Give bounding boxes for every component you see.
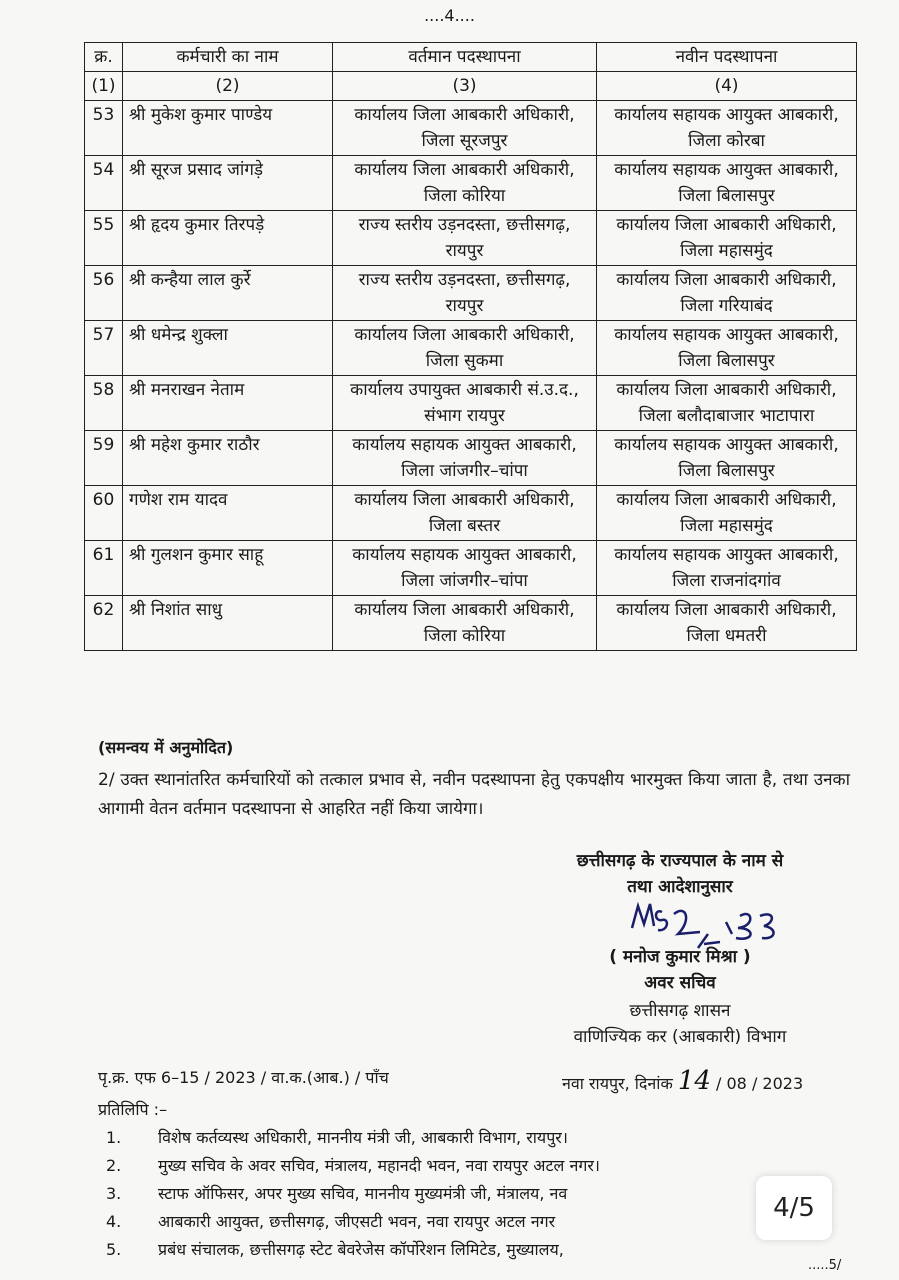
copy-to-item-text: विशेष कर्तव्यस्थ अधिकारी, माननीय मंत्री जी, आबकारी विभाग, रायपुर।: [158, 1128, 568, 1147]
date-rest: / 08 / 2023: [716, 1074, 804, 1093]
cell-sn: 55: [85, 211, 123, 266]
cell-new-posting: कार्यालय जिला आबकारी अधिकारी, जिला महासमुंद: [597, 211, 857, 266]
signatory-department: वाणिज्यिक कर (आबकारी) विभाग: [573, 1027, 787, 1047]
cell-new-posting: कार्यालय जिला आबकारी अधिकारी, जिला महासमुंद: [597, 486, 857, 541]
cell-employee-name: श्री हृदय कुमार तिरपड़े: [123, 211, 333, 266]
copy-to-title: प्रतिलिपि :–: [98, 1100, 168, 1119]
page-indicator-badge[interactable]: 4/5: [756, 1176, 832, 1240]
copy-to-item-number: 3.: [106, 1184, 122, 1203]
table-header-row: [85, 43, 857, 72]
header-sn: क्र.: [85, 43, 123, 72]
signatory-name: ( मनोज कुमार मिश्रा ): [609, 947, 751, 967]
cell-sn: 58: [85, 376, 123, 431]
cell-new-posting: कार्यालय जिला आबकारी अधिकारी, जिला बलौदाबाजार भाटापारा: [597, 376, 857, 431]
cell-employee-name: श्री धमेन्द्र शुक्ला: [123, 321, 333, 376]
copy-to-item-number: 5.: [106, 1240, 122, 1259]
cell-sn: 54: [85, 156, 123, 211]
paragraph-2: 2/ उक्त स्थानांतरित कर्मचारियों को तत्काल प्रभाव से, नवीन पदस्थापना हेतु एकपक्षीय भारमुक्त किया जाता है, तथा उनका आगामी वेतन वर्तमान पदस्थापना से आहरित नहीं किया जायेगा।: [98, 770, 850, 819]
cell-current-posting: राज्य स्तरीय उड़नदस्ता, छत्तीसगढ़, रायपुर: [333, 211, 597, 266]
cell-new-posting: कार्यालय सहायक आयुक्त आबकारी, जिला बिलासपुर: [597, 321, 857, 376]
table-row: [85, 266, 857, 321]
column-number: (4): [597, 72, 857, 101]
table-row: [85, 596, 857, 651]
cell-new-posting: कार्यालय सहायक आयुक्त आबकारी, जिला बिलासपुर: [597, 156, 857, 211]
signatory-office: छत्तीसगढ़ शासन: [629, 1001, 731, 1021]
table-row: [85, 101, 857, 156]
table-row: [85, 431, 857, 486]
copy-to-item-number: 2.: [106, 1156, 122, 1175]
signature-line-2: तथा आदेशानुसार: [627, 877, 733, 897]
cell-new-posting: कार्यालय जिला आबकारी अधिकारी, जिला गरियाबंद: [597, 266, 857, 321]
cell-new-posting: कार्यालय जिला आबकारी अधिकारी, जिला धमतरी: [597, 596, 857, 651]
copy-to-item-text: मुख्य सचिव के अवर सचिव, मंत्रालय, महानदी भवन, नवा रायपुर अटल नगर।: [158, 1156, 600, 1175]
cell-employee-name: श्री मनराखन नेताम: [123, 376, 333, 431]
cell-current-posting: कार्यालय जिला आबकारी अधिकारी, जिला बस्तर: [333, 486, 597, 541]
cell-sn: 53: [85, 101, 123, 156]
cell-current-posting: कार्यालय सहायक आयुक्त आबकारी, जिला जांजगीर–चांपा: [333, 431, 597, 486]
table-row: [85, 321, 857, 376]
column-number-row: [85, 72, 857, 101]
cell-sn: 59: [85, 431, 123, 486]
cell-current-posting: कार्यालय जिला आबकारी अधिकारी, जिला कोरिया: [333, 596, 597, 651]
header-new-posting: नवीन पदस्थापना: [597, 43, 857, 72]
date-prefix: नवा रायपुर, दिनांक: [562, 1074, 673, 1093]
column-number: (3): [333, 72, 597, 101]
cell-new-posting: कार्यालय सहायक आयुक्त आबकारी, जिला राजनांदगांव: [597, 541, 857, 596]
table-row: [85, 211, 857, 266]
cell-employee-name: श्री गुलशन कुमार साहू: [123, 541, 333, 596]
header-employee-name: कर्मचारी का नाम: [123, 43, 333, 72]
cell-current-posting: राज्य स्तरीय उड़नदस्ता, छत्तीसगढ़, रायपुर: [333, 266, 597, 321]
column-number: (1): [85, 72, 123, 101]
cell-employee-name: गणेश राम यादव: [123, 486, 333, 541]
cell-sn: 56: [85, 266, 123, 321]
copy-to-item: [106, 1154, 756, 1176]
copy-to-item-text: प्रबंध संचालक, छत्तीसगढ़ स्टेट बेवरेजेस कॉर्पोरेशन लिमिटेड, मुख्यालय,: [158, 1240, 564, 1259]
cell-employee-name: श्री मुकेश कुमार पाण्डेय: [123, 101, 333, 156]
next-page-marker: .....5/: [808, 1258, 842, 1273]
cell-new-posting: कार्यालय सहायक आयुक्त आबकारी, जिला कोरबा: [597, 101, 857, 156]
copy-to-item-number: 1.: [106, 1128, 122, 1147]
table-row: [85, 541, 857, 596]
cell-sn: 60: [85, 486, 123, 541]
cell-employee-name: श्री महेश कुमार राठौर: [123, 431, 333, 486]
cell-sn: 57: [85, 321, 123, 376]
table-row: [85, 156, 857, 211]
copy-to-item: [106, 1182, 756, 1204]
transfer-table: [84, 42, 857, 651]
cell-current-posting: कार्यालय उपायुक्त आबकारी सं.उ.द., संभाग रायपुर: [333, 376, 597, 431]
page-number: ....4....: [424, 6, 475, 25]
copy-to-item: [106, 1210, 756, 1232]
reference-number: पृ.क्र. एफ 6–15 / 2023 / वा.क.(आब.) / पाँच: [98, 1068, 389, 1087]
column-number: (2): [123, 72, 333, 101]
copy-to-item-text: आबकारी आयुक्त, छत्तीसगढ़, जीएसटी भवन, नवा रायपुर अटल नगर: [158, 1212, 556, 1231]
cell-employee-name: श्री कन्हैया लाल कुर्रे: [123, 266, 333, 321]
signature-line-1: छत्तीसगढ़ के राज्यपाल के नाम से: [576, 851, 784, 871]
cell-sn: 61: [85, 541, 123, 596]
approval-note: (समन्वय में अनुमोदित): [98, 738, 234, 757]
cell-new-posting: कार्यालय सहायक आयुक्त आबकारी, जिला बिलासपुर: [597, 431, 857, 486]
handwritten-day: 14: [677, 1066, 711, 1096]
table-row: [85, 486, 857, 541]
cell-current-posting: कार्यालय जिला आबकारी अधिकारी, जिला सुकमा: [333, 321, 597, 376]
copy-to-item-text: स्टाफ ऑफिसर, अपर मुख्य सचिव, माननीय मुख्यमंत्री जी, मंत्रालय, नव: [158, 1184, 568, 1203]
copy-to-item-number: 4.: [106, 1212, 122, 1231]
cell-current-posting: कार्यालय सहायक आयुक्त आबकारी, जिला जांजगीर–चांपा: [333, 541, 597, 596]
header-current-posting: वर्तमान पदस्थापना: [333, 43, 597, 72]
reference-date: [562, 1066, 803, 1096]
table-row: [85, 376, 857, 431]
copy-to-item: [106, 1238, 756, 1260]
signatory-designation: अवर सचिव: [644, 973, 716, 993]
cell-sn: 62: [85, 596, 123, 651]
cell-current-posting: कार्यालय जिला आबकारी अधिकारी, जिला कोरिया: [333, 156, 597, 211]
copy-to-item: [106, 1126, 756, 1148]
cell-employee-name: श्री निशांत साधु: [123, 596, 333, 651]
cell-current-posting: कार्यालय जिला आबकारी अधिकारी, जिला सूरजपुर: [333, 101, 597, 156]
cell-employee-name: श्री सूरज प्रसाद जांगड़े: [123, 156, 333, 211]
